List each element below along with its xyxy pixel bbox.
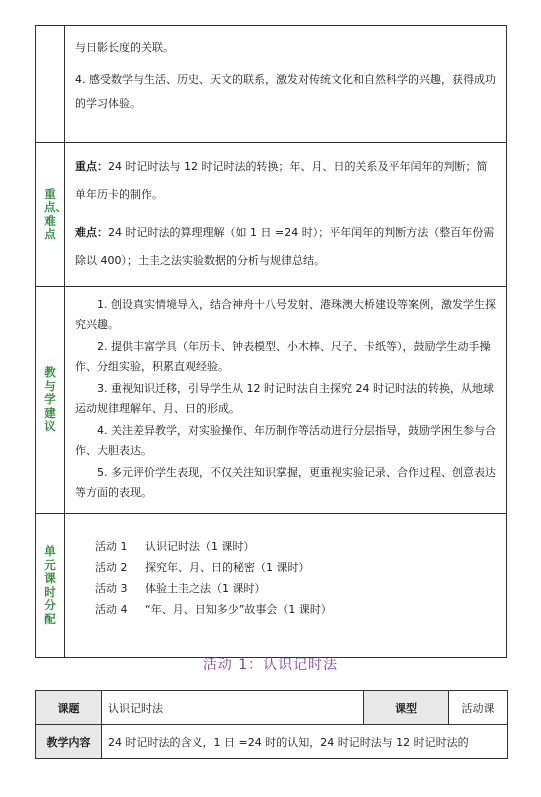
keypoints-row xyxy=(36,143,507,287)
unit-plan-table xyxy=(35,25,507,658)
content-label: 教学内容 xyxy=(36,725,102,759)
schedule-item xyxy=(95,536,498,557)
difficulty-label: 难点： xyxy=(75,226,108,239)
suggestion-item: 2. 提供丰富学具（年历卡、钟表模型、小木棒、尺子、卡纸等），鼓励学生动手操作、分组实验，积累直观经验。 xyxy=(75,340,491,373)
schedule-item xyxy=(95,557,498,578)
lesson-content-row xyxy=(36,725,508,759)
key-text: 24 时记时法与 12 时记时法的转换；年、月、日的关系及平年闰年的判断；简单年历卡的制作。 xyxy=(75,160,488,201)
activity-number: 活动 1 xyxy=(95,540,128,553)
activity-heading: 活动 1：认识记时法 xyxy=(202,657,339,673)
suggestions-side-label: 教与学建议 xyxy=(44,365,56,434)
suggestions-content xyxy=(65,287,507,514)
schedule-item xyxy=(95,578,498,599)
activity-number: 活动 2 xyxy=(95,561,128,574)
schedule-side-cell xyxy=(36,514,65,658)
key-paragraph xyxy=(75,153,498,209)
goals-side-cell xyxy=(36,26,65,143)
schedule-item xyxy=(95,599,498,620)
lesson-topic-row xyxy=(36,691,508,725)
schedule-content xyxy=(65,514,507,658)
activity-text: “年、月、日知多少”故事会（1 课时） xyxy=(145,603,332,616)
schedule-row xyxy=(36,514,507,658)
topic-value: 认识记时法 xyxy=(102,691,364,725)
keypoints-side-cell xyxy=(36,143,65,287)
activity-text: 体验土圭之法（1 课时） xyxy=(145,582,266,595)
suggestion-item: 3. 重视知识迁移，引导学生从 12 时记时法自主探究 24 时记时法的转换，从地球运动规律理解年、月、日的形成。 xyxy=(75,382,494,415)
keypoints-content xyxy=(65,143,507,287)
goals-text-2: 4. 感受数学与生活、历史、天文的联系，激发对传统文化和自然科学的兴趣，获得成功的学习体验。 xyxy=(75,73,496,110)
keypoints-side-label: 重点、难点 xyxy=(44,186,67,241)
goals-content xyxy=(65,26,507,143)
activity-number: 活动 4 xyxy=(95,603,128,616)
activity-text: 认识记时法（1 课时） xyxy=(145,540,255,553)
suggestions-side-cell xyxy=(36,287,65,514)
type-value: 活动课 xyxy=(449,691,508,725)
key-label: 重点： xyxy=(75,160,108,173)
suggestion-item: 4. 关注差异教学，对实验操作、年历制作等活动进行分层指导，鼓励学困生参与合作、大胆表达。 xyxy=(75,424,496,457)
difficulty-text: 24 时记时法的算理理解（如 1 日 =24 时）；平年闰年的判断方法（整百年份需除以 400）；土圭之法实验数据的分析与规律总结。 xyxy=(75,226,495,267)
topic-label: 课题 xyxy=(36,691,102,725)
goals-row xyxy=(36,26,507,143)
type-label: 课型 xyxy=(364,691,449,725)
difficulty-paragraph xyxy=(75,219,498,275)
content-value: 24 时记时法的含义，1 日 =24 时的认知，24 时记时法与 12 时记时法的 xyxy=(102,725,508,759)
suggestion-item: 5. 多元评价学生表现，不仅关注知识掌握，更重视实验记录、合作过程、创意表达等方面的表现。 xyxy=(75,466,496,499)
activity-number: 活动 3 xyxy=(95,582,128,595)
suggestions-row xyxy=(36,287,507,514)
suggestion-item: 1. 创设真实情境导入，结合神舟十八号发射、港珠澳大桥建设等案例，激发学生探究兴趣。 xyxy=(75,298,496,331)
activity-text: 探究年、月、日的秘密（1 课时） xyxy=(145,561,310,574)
goals-text-1: 与日影长度的关联。 xyxy=(75,41,174,54)
lesson-table xyxy=(35,690,508,759)
schedule-side-label: 单元课时分配 xyxy=(44,544,56,626)
